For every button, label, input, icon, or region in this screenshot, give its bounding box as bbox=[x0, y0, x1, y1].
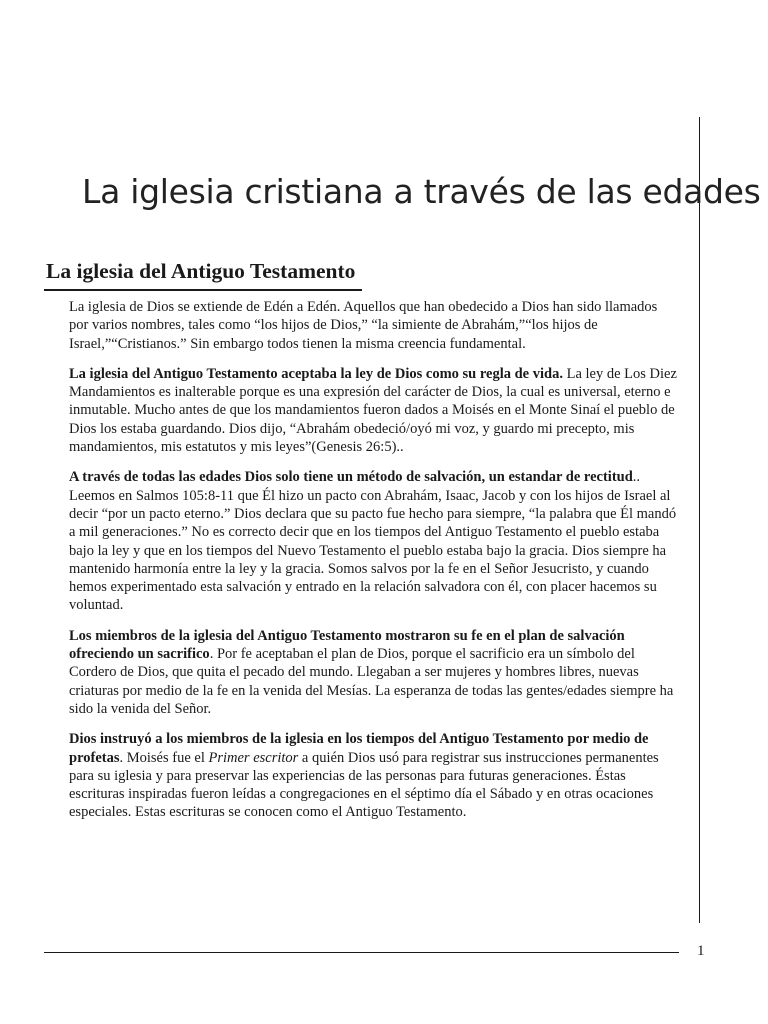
section-heading: La iglesia del Antiguo Testamento bbox=[46, 259, 356, 283]
paragraph-lead: A través de todas las edades Dios solo tiene un método de salvación, un estandar de rectitud bbox=[69, 469, 633, 486]
paragraph-text: .. Leemos en Salmos 105:8-11 que Él hizo un pacto con Abrahám, Isaac, Jacob y con los hijos de Israel al decir “por un pacto eterno.” Dios declara que su pacto fue hecho para siempre, “la palabra que Él mandó a mil generaciones.” No es correcto decir que en los tiempos del Antiguo Testamento el pueblo estaba bajo la ley y que en los tiempos del Nuevo Testamento el pueblo estaba bajo la gracia. Dios siempre ha mantenido harmonía entre la ley y la gracia. Somos salvos por la fe en el Señor Jesucristo, y cuando hemos experimentado esta salvación y entrado en la relación salvadora con él, con placer hacemos su voluntad. bbox=[69, 469, 677, 614]
paragraph-lead: Dios instruyó a los miembros de la iglesia en los tiempos del Antiguo Testamento por medio de profetas bbox=[69, 731, 649, 766]
page-number: 1 bbox=[697, 943, 705, 959]
paragraph bbox=[69, 730, 677, 821]
page-title: La iglesia cristiana a través de las edades bbox=[82, 172, 761, 211]
paragraph-lead: Los miembros de la iglesia del Antiguo Testamento mostraron su fe en el plan de salvación ofreciendo un sacrifico bbox=[69, 627, 625, 663]
paragraph bbox=[69, 468, 677, 614]
paragraph-text: . Por fe aceptaban el plan de Dios, porque el sacrificio era un símbolo del Cordero de Dios, que quita el pecado del mundo. Llegaban a ser mujeres y hombres libres, nuevas criaturas por medio de la fe en la venida del Mesías. La esperanza de todas las gentes/edades siempre ha sido la venida del Señor. bbox=[69, 646, 674, 717]
paragraph-lead: La iglesia del Antiguo Testamento aceptaba la ley de Dios como su regla de vida. bbox=[69, 365, 563, 382]
emphasis-text: Primer escritor bbox=[208, 749, 299, 766]
footer-rule bbox=[44, 952, 679, 953]
section-heading-underline bbox=[44, 289, 362, 291]
paragraph-text: La ley de Los Diez Mandamientos es inalterable porque es una expresión del carácter de Dios, la cual es universal, eterno e inmutable. Mucho antes de que los mandamientos fueron dados a Moisés en el Monte Sinaí el pueblo de Dios los estaba guardando. Dios dijo, “Abrahám obedeció/oyó mi voz, y guardo mi precepto, mis mandamientos, mis estatutos y mis leyes”(Genesis 26:5).. bbox=[69, 365, 677, 456]
paragraph bbox=[69, 365, 677, 456]
paragraph bbox=[69, 627, 677, 718]
paragraph-text: La iglesia de Dios se extiende de Edén a Edén. Aquellos que han obedecido a Dios han sido llamados por varios nombres, tales como “los hijos de Dios,” “la simiente de Abrahám,”“los hijos de Israel,”“Cristianos.” Sin embargo todos tienen la misma creencia fundamental. bbox=[69, 299, 658, 352]
paragraph bbox=[69, 298, 677, 353]
vertical-margin-rule bbox=[699, 117, 700, 923]
body-text bbox=[69, 298, 677, 834]
paragraph-text: . Moisés fue el Primer escritor a quién Dios usó para registrar sus instrucciones permanentes para su iglesia y para preservar las experiencias de las personas para futuras generaciones. Éstas escrituras inspiradas fueron leídas a congregaciones en el séptimo día el Sábado y en otras ocaciones especiales. Estas escrituras se conocen como el Antiguo Testamento. bbox=[69, 749, 659, 821]
